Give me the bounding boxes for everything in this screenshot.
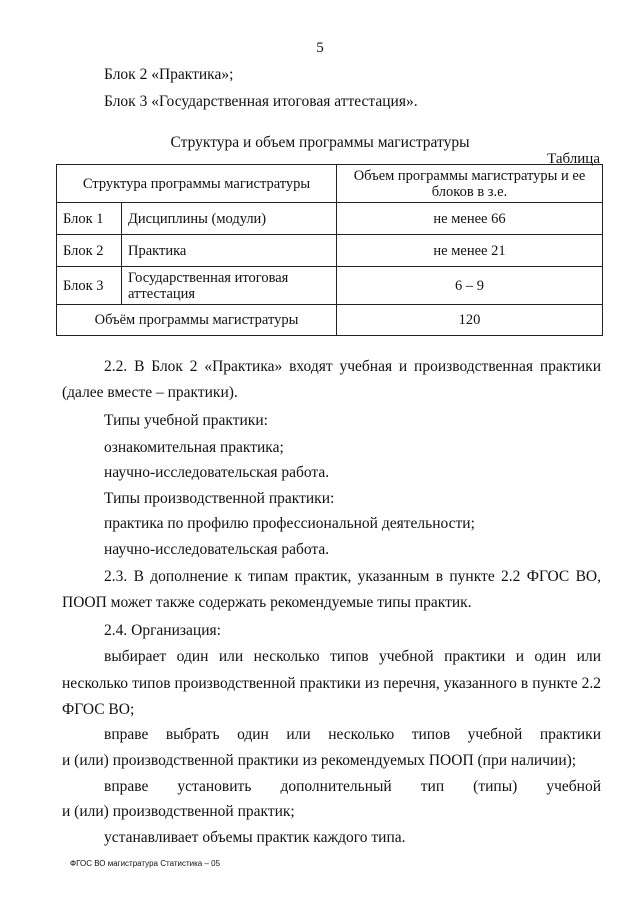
paragraph-2-2-line2: (далее вместе – практики). [62,384,238,401]
table-label: Таблица [547,151,600,167]
table-header-row [57,165,603,203]
paragraph-2-4d: устанавливает объемы практик каждого типа. [104,829,406,846]
intro-line-block3: Блок 3 «Государственная итоговая аттестация». [104,93,418,110]
page-footer: ФГОС ВО магистратура Статистика – 05 [70,859,221,868]
cell-value: не менее 66 [337,203,603,235]
paragraph-2-4a-line3: ФГОС ВО; [62,701,135,718]
cell-block: Блок 3 [57,267,122,305]
paragraph-2-2-line1: 2.2. В Блок 2 «Практика» входят учебная и производственная практики [104,358,601,375]
edu-practice-types-title: Типы учебной практики: [104,412,268,429]
prod-practice-types-title: Типы производственной практики: [104,490,335,507]
cell-value: не менее 21 [337,235,603,267]
paragraph-2-3-line1: 2.3. В дополнение к типам практик, указанным в пункте 2.2 ФГОС ВО, [104,568,601,585]
cell-name: Государственная итоговая аттестация [122,267,337,305]
edu-practice-type-2: научно-исследовательская работа. [104,464,330,481]
paragraph-2-4b-line1: вправе выбрать один или несколько типов учебной практики [104,726,601,743]
cell-block: Блок 2 [57,235,122,267]
table-row [57,235,603,267]
table-total-row [57,305,603,336]
structure-table [56,164,603,336]
intro-line-block2: Блок 2 «Практика»; [104,66,234,83]
total-value: 120 [337,305,603,336]
table-caption: Структура и объем программы магистратуры [170,134,470,151]
total-label: Объём программы магистратуры [57,305,337,336]
edu-practice-type-1: ознакомительная практика; [104,439,284,456]
header-structure: Структура программы магистратуры [57,165,337,203]
paragraph-2-4a-line1: выбирает один или несколько типов учебной практики и один или [104,648,601,665]
cell-block: Блок 1 [57,203,122,235]
cell-name: Дисциплины (модули) [122,203,337,235]
paragraph-2-4c-line2: и (или) производственной практик; [62,803,295,820]
paragraph-2-4-title: 2.4. Организация: [104,622,221,639]
paragraph-2-4b-line2: и (или) производственной практики из рекомендуемых ПООП (при наличии); [62,752,577,769]
prod-practice-type-1: практика по профилю профессиональной деятельности; [104,515,475,532]
header-volume: Объем программы магистратуры и ее блоков в з.е. [337,165,603,203]
paragraph-2-4c-line1: вправе установить дополнительный тип (типы) учебной [104,778,601,795]
paragraph-2-3-line2: ПООП может также содержать рекомендуемые типы практик. [62,594,472,611]
prod-practice-type-2: научно-исследовательская работа. [104,541,330,558]
table-row [57,267,603,305]
page-number: 5 [316,40,324,56]
cell-name: Практика [122,235,337,267]
table-row [57,203,603,235]
cell-value: 6 – 9 [337,267,603,305]
paragraph-2-4a-line2: несколько типов производственной практики из перечня, указанного в пункте 2.2 [62,675,601,692]
